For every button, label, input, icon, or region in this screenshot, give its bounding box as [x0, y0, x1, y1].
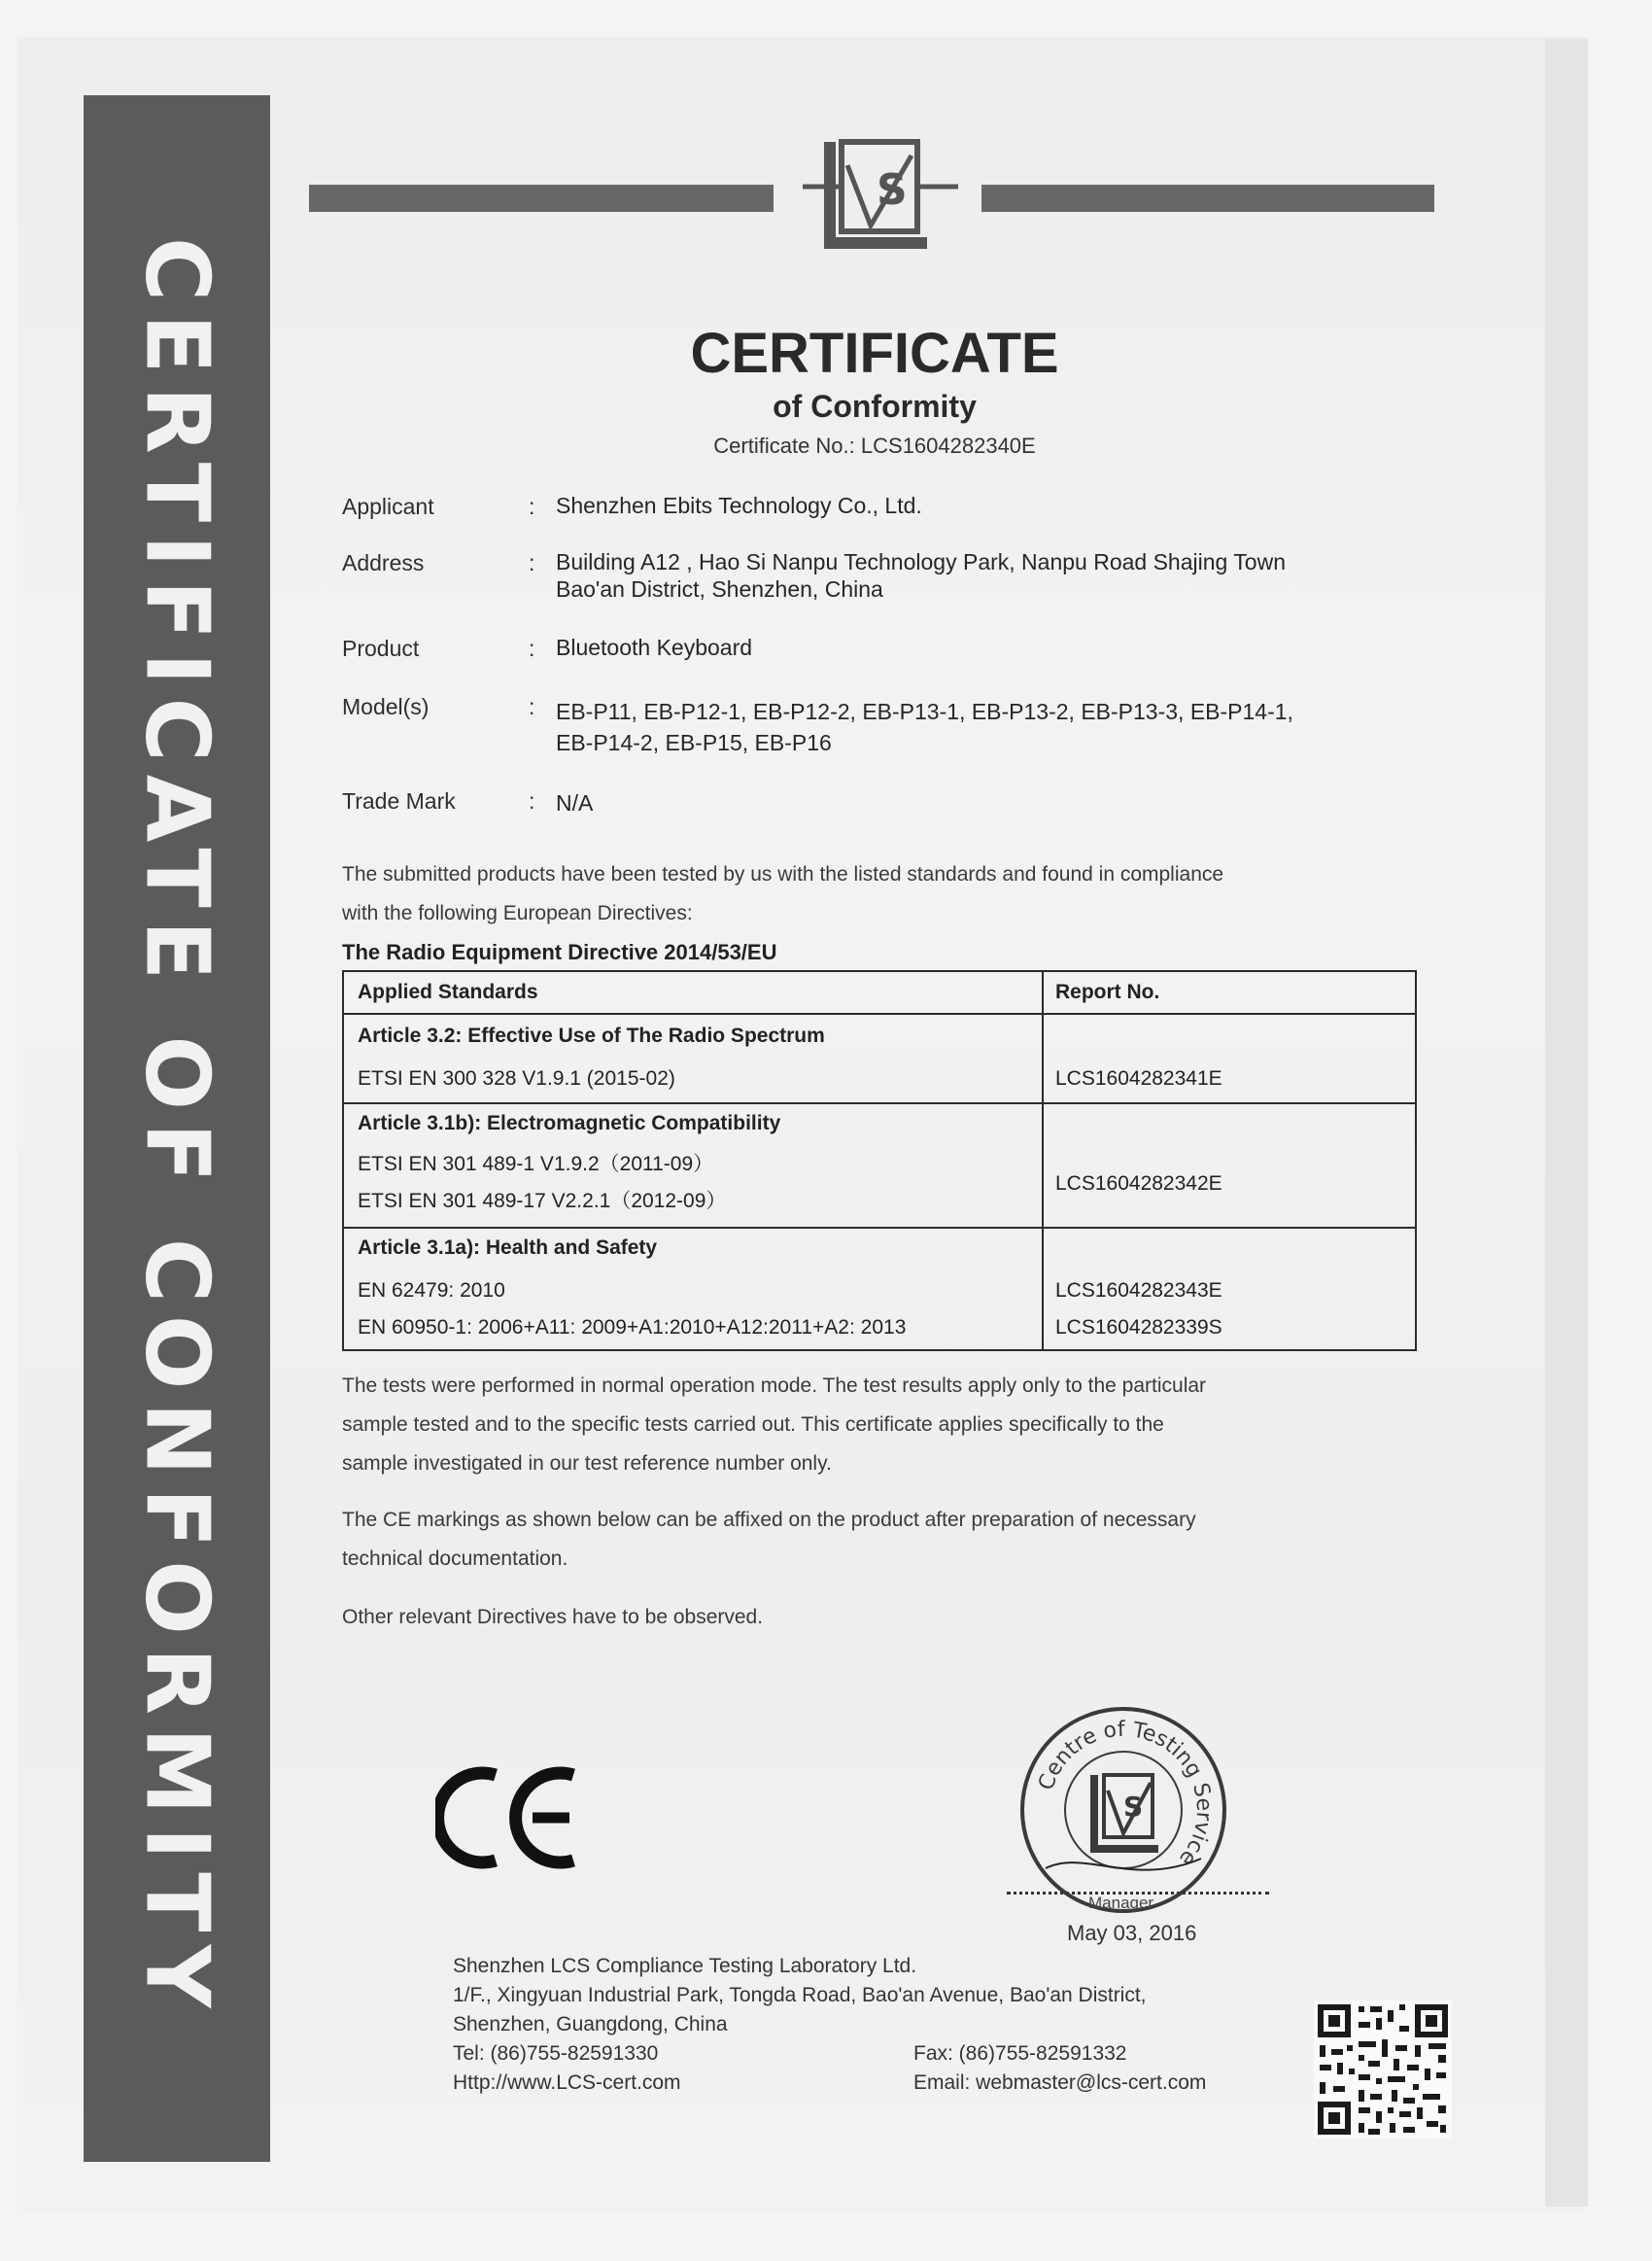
- tests-note-line-2: sample tested and to the specific tests carried out. This certificate applies specifically to the: [342, 1413, 1164, 1436]
- certificate-subtitle: of Conformity: [773, 389, 977, 424]
- vertical-banner: [84, 95, 270, 2162]
- table-row-divider: [344, 1227, 1415, 1229]
- tests-note-line-1: The tests were performed in normal operation mode. The test results apply only to the particular: [342, 1374, 1207, 1397]
- header-bar-right: [981, 185, 1434, 212]
- certificate-title: CERTIFICATE: [690, 322, 1059, 385]
- product-colon: :: [529, 636, 535, 661]
- footer-address-line-1: 1/F., Xingyuan Industrial Park, Tongda Road, Bao'an Avenue, Bao'an District,: [453, 1984, 1147, 2006]
- header-bar-left: [309, 185, 774, 212]
- table-header-report: Report No.: [1055, 981, 1160, 1003]
- intro-line-2: with the following European Directives:: [342, 902, 693, 924]
- standard-entry: ETSI EN 301 489-17 V2.2.1（2012-09）: [358, 1190, 727, 1212]
- logo-letter: S: [877, 165, 908, 215]
- table-header-standards: Applied Standards: [358, 981, 538, 1003]
- certificate-number-label: Certificate No.:: [713, 434, 855, 458]
- standard-entry: EN 62479: 2010: [358, 1279, 505, 1302]
- product-value: Bluetooth Keyboard: [556, 635, 753, 660]
- article-heading: Article 3.1a): Health and Safety: [358, 1236, 658, 1259]
- footer-company: Shenzhen LCS Compliance Testing Laboratory Ltd.: [453, 1955, 917, 1977]
- stamp-ring-text: Centre of Testing Service: [1034, 1717, 1217, 1871]
- report-number: LCS1604282343E: [1055, 1279, 1222, 1302]
- signatory-role: Manager: [1088, 1894, 1154, 1912]
- trademark-value: N/A: [556, 790, 594, 816]
- report-number: LCS1604282342E: [1055, 1172, 1222, 1195]
- applicant-colon: :: [529, 494, 535, 519]
- certificate-number: [583, 434, 1166, 459]
- article-heading: Article 3.2: Effective Use of The Radio Spectrum: [358, 1025, 825, 1047]
- certificate-number-value: LCS1604282340E: [860, 434, 1036, 458]
- qr-code-icon: [1314, 2000, 1452, 2139]
- other-directives-note: Other relevant Directives have to be observed.: [342, 1606, 764, 1628]
- address-label: Address: [342, 550, 425, 575]
- models-line-1: EB-P11, EB-P12-1, EB-P12-2, EB-P13-1, EB-P13-2, EB-P13-3, EB-P14-1,: [556, 699, 1293, 724]
- report-number: LCS1604282341E: [1055, 1067, 1222, 1090]
- standard-entry: EN 60950-1: 2006+A11: 2009+A1:2010+A12:2011+A2: 2013: [358, 1316, 907, 1339]
- ce-note-line-1: The CE markings as shown below can be affixed on the product after preparation of necessary: [342, 1509, 1196, 1531]
- testing-stamp-icon: [1016, 1703, 1230, 1917]
- table-header-divider: [344, 1013, 1415, 1015]
- standards-table: [342, 970, 1417, 1351]
- table-column-divider: [1042, 972, 1044, 1349]
- footer-website: Http://www.LCS-cert.com: [453, 2071, 681, 2094]
- intro-line-1: The submitted products have been tested by us with the listed standards and found in compliance: [342, 863, 1224, 886]
- models-line-2: EB-P14-2, EB-P15, EB-P16: [556, 730, 832, 755]
- models-label: Model(s): [342, 694, 430, 719]
- article-heading: Article 3.1b): Electromagnetic Compatibility: [358, 1112, 781, 1134]
- footer-fax: Fax: (86)755-82591332: [913, 2042, 1127, 2065]
- footer-address-line-2: Shenzhen, Guangdong, China: [453, 2013, 728, 2035]
- product-label: Product: [342, 636, 420, 661]
- table-row-divider: [344, 1102, 1415, 1104]
- footer-tel: Tel: (86)755-82591330: [453, 2042, 659, 2065]
- address-colon: :: [529, 550, 535, 575]
- applicant-label: Applicant: [342, 494, 434, 519]
- applicant-value: Shenzhen Ebits Technology Co., Ltd.: [556, 493, 922, 518]
- ce-mark-icon: [435, 1759, 591, 1876]
- page-edge-shadow: [1545, 39, 1588, 2207]
- directive-title: The Radio Equipment Directive 2014/53/EU: [342, 940, 777, 964]
- tests-note-line-3: sample investigated in our test reference number only.: [342, 1452, 832, 1475]
- trademark-label: Trade Mark: [342, 788, 456, 814]
- banner-text: CERTIFICATE OF CONFORMITY: [125, 236, 228, 2021]
- models-colon: :: [529, 694, 535, 719]
- issue-date: May 03, 2016: [1067, 1921, 1197, 1945]
- standard-entry: ETSI EN 300 328 V1.9.1 (2015-02): [358, 1067, 675, 1090]
- report-number: LCS1604282339S: [1055, 1316, 1222, 1339]
- trademark-colon: :: [529, 788, 535, 814]
- standard-entry: ETSI EN 301 489-1 V1.9.2（2011-09）: [358, 1153, 714, 1175]
- stamp-logo-letter: S: [1123, 1791, 1144, 1823]
- ce-note-line-2: technical documentation.: [342, 1548, 568, 1570]
- footer-email: Email: webmaster@lcs-cert.com: [913, 2071, 1207, 2094]
- address-line-1: Building A12 , Hao Si Nanpu Technology Park, Nanpu Road Shajing Town: [556, 549, 1286, 574]
- address-line-2: Bao'an District, Shenzhen, China: [556, 576, 883, 602]
- lcs-logo-icon: [803, 136, 958, 257]
